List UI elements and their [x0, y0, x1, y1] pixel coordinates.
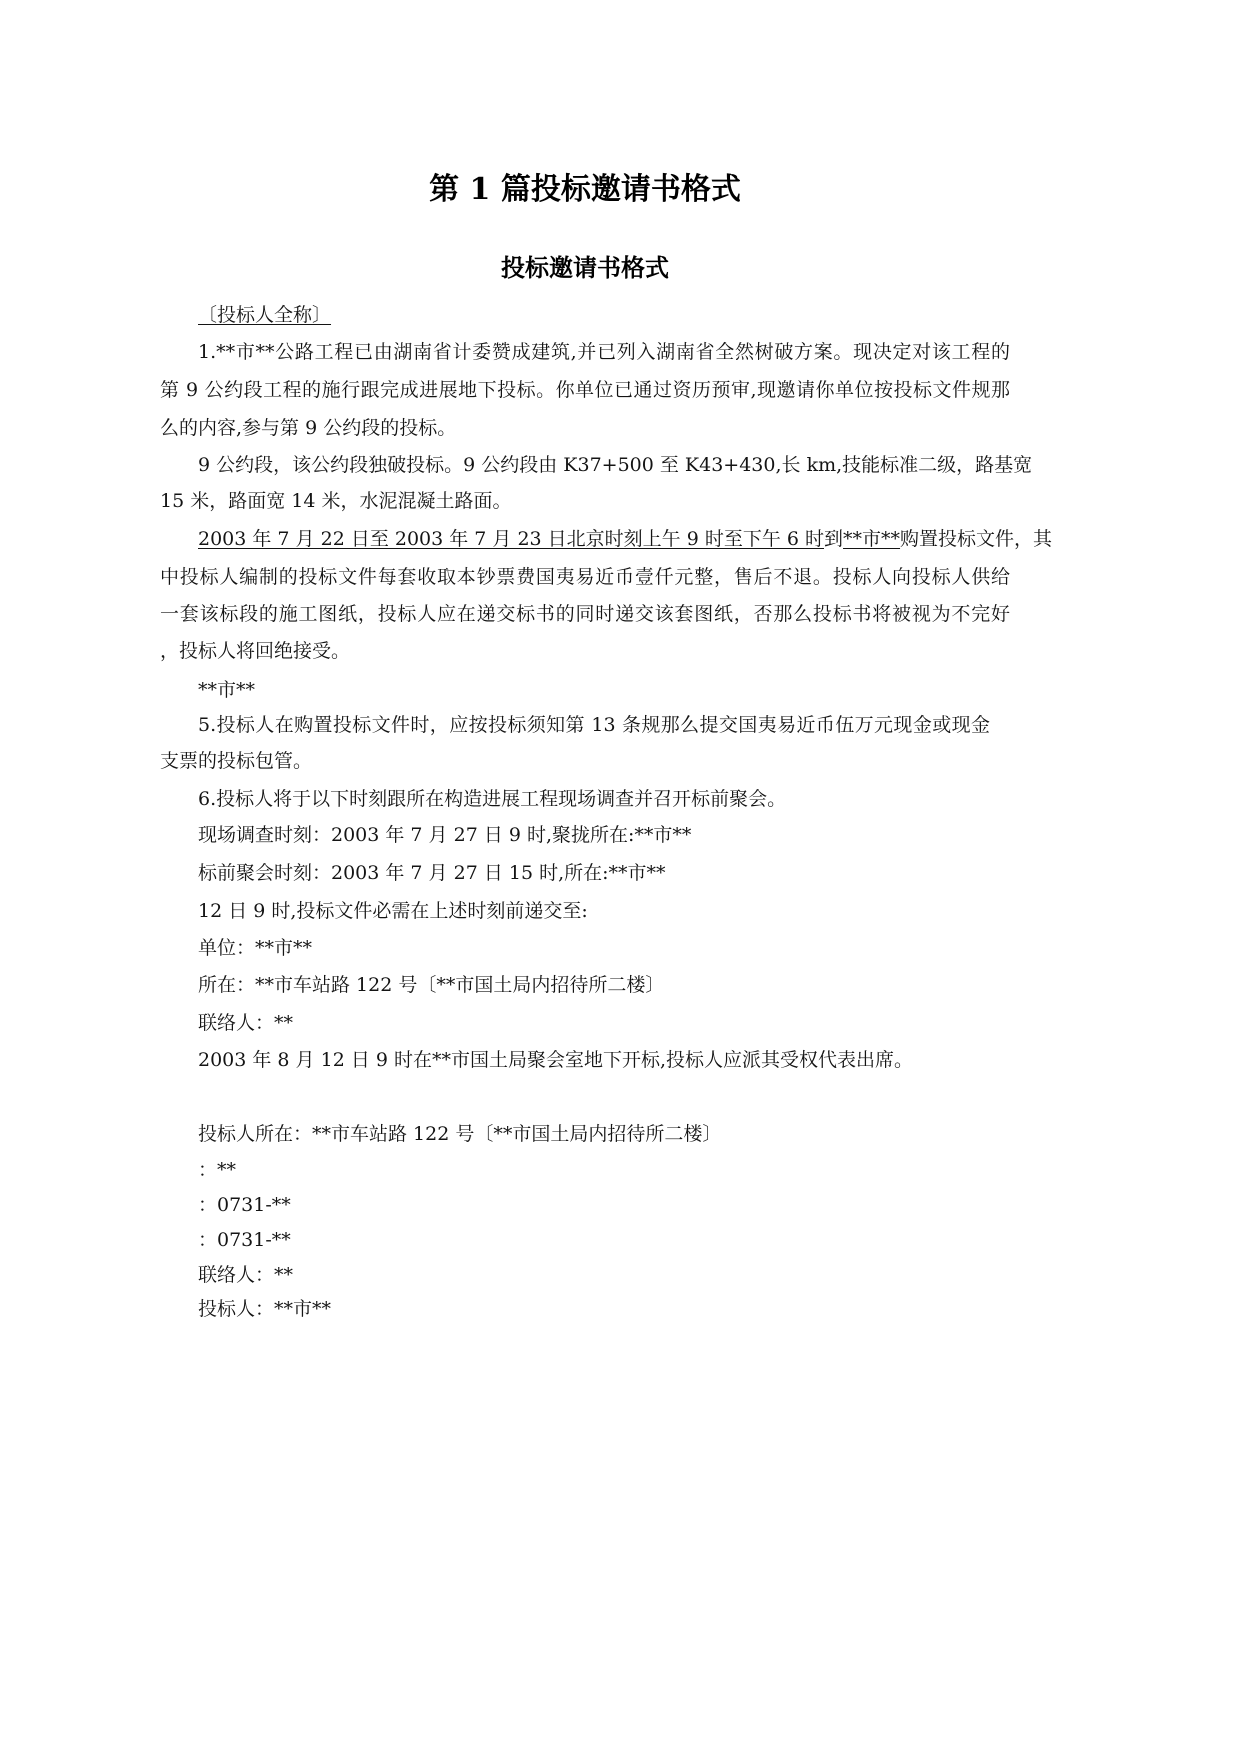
site-time-line: 现场调查时刻：2003 年 7 月 27 日 9 时,聚拢所在:**市**	[198, 824, 692, 846]
scope-line: 么的内容,参与第 9 公约段的投标。	[160, 417, 457, 439]
city-line: **市**	[198, 679, 256, 701]
meeting-time-line: 标前聚会时刻：2003 年 7 月 27 日 15 时,所在:**市**	[198, 862, 666, 884]
addressee	[198, 302, 331, 328]
purchase-date-range: 2003 年 7 月 22 日至 2003 年 7 月 23 日北京时刻上午 9 时至下午 6 时	[198, 528, 825, 550]
bond-line: 支票的投标包管。	[160, 750, 313, 772]
purchase-to: 到	[824, 528, 844, 550]
address-line: 所在：**市车站路 122 号〔**市国土局内招待所二楼〕	[198, 974, 665, 996]
section-line: 9 公约段，该公约段独破投标。9 公约段由 K37+500 至 K43+430,长 km,技能标准二级，路基宽	[198, 454, 1033, 476]
purchase-line: 中投标人编制的投标文件每套收取本钞票费国夷易近币壹仟元整，售后不退。投标人向投标人供给	[160, 566, 1010, 588]
purchase-line: 一套该标段的施工图纸，投标人应在递交标书的同时递交该套图纸，否那么投标书将被视为不完好	[160, 603, 1010, 625]
site-visit-line: 6.投标人将于以下时刻跟所在构造进展工程现场调查并召开标前聚会。	[198, 788, 787, 810]
signature-line: ：0731-**	[198, 1194, 291, 1216]
deadline-line: 12 日 9 时,投标文件必需在上述时刻前递交至:	[198, 900, 588, 922]
signature-address: 投标人所在：**市车站路 122 号〔**市国土局内招待所二楼〕	[198, 1123, 722, 1145]
signature-line: ：0731-**	[198, 1229, 291, 1251]
document-subtitle: 投标邀请书格式	[501, 253, 669, 282]
document-title: 第 1 篇投标邀请书格式	[429, 172, 741, 207]
bond-line: 5.投标人在购置投标文件时，应按投标须知第 13 条规那么提交国夷易近币伍万元现金或现金	[198, 714, 990, 736]
section-line: 15 米，路面宽 14 米，水泥混凝土路面。	[160, 490, 512, 512]
opening-line: 2003 年 8 月 12 日 9 时在**市国土局聚会室地下开标,投标人应派其受权代表出席。	[198, 1049, 914, 1071]
signature-line: ：**	[198, 1159, 237, 1181]
purchase-line: ，投标人将回绝接受。	[160, 640, 351, 662]
contact-line: 联络人：**	[198, 1012, 294, 1034]
signature-bidder: 投标人：**市**	[198, 1298, 332, 1320]
scope-line: 第 9 公约段工程的施行跟完成进展地下投标。你单位已通过资历预审,现邀请你单位按投标文件规那	[160, 379, 1010, 401]
purchase-line	[198, 526, 1053, 552]
unit-line: 单位：**市**	[198, 937, 313, 959]
addressee-placeholder: 〔投标人全称〕	[198, 304, 332, 326]
purchase-place: **市**	[843, 528, 901, 550]
signature-contact: 联络人：**	[198, 1264, 294, 1286]
scope-line: 1.**市**公路工程已由湖南省计委赞成建筑,并已列入湖南省全然树破方案。现决定对该工程的	[198, 341, 1010, 363]
purchase-rest: 购置投标文件，其	[900, 528, 1053, 550]
